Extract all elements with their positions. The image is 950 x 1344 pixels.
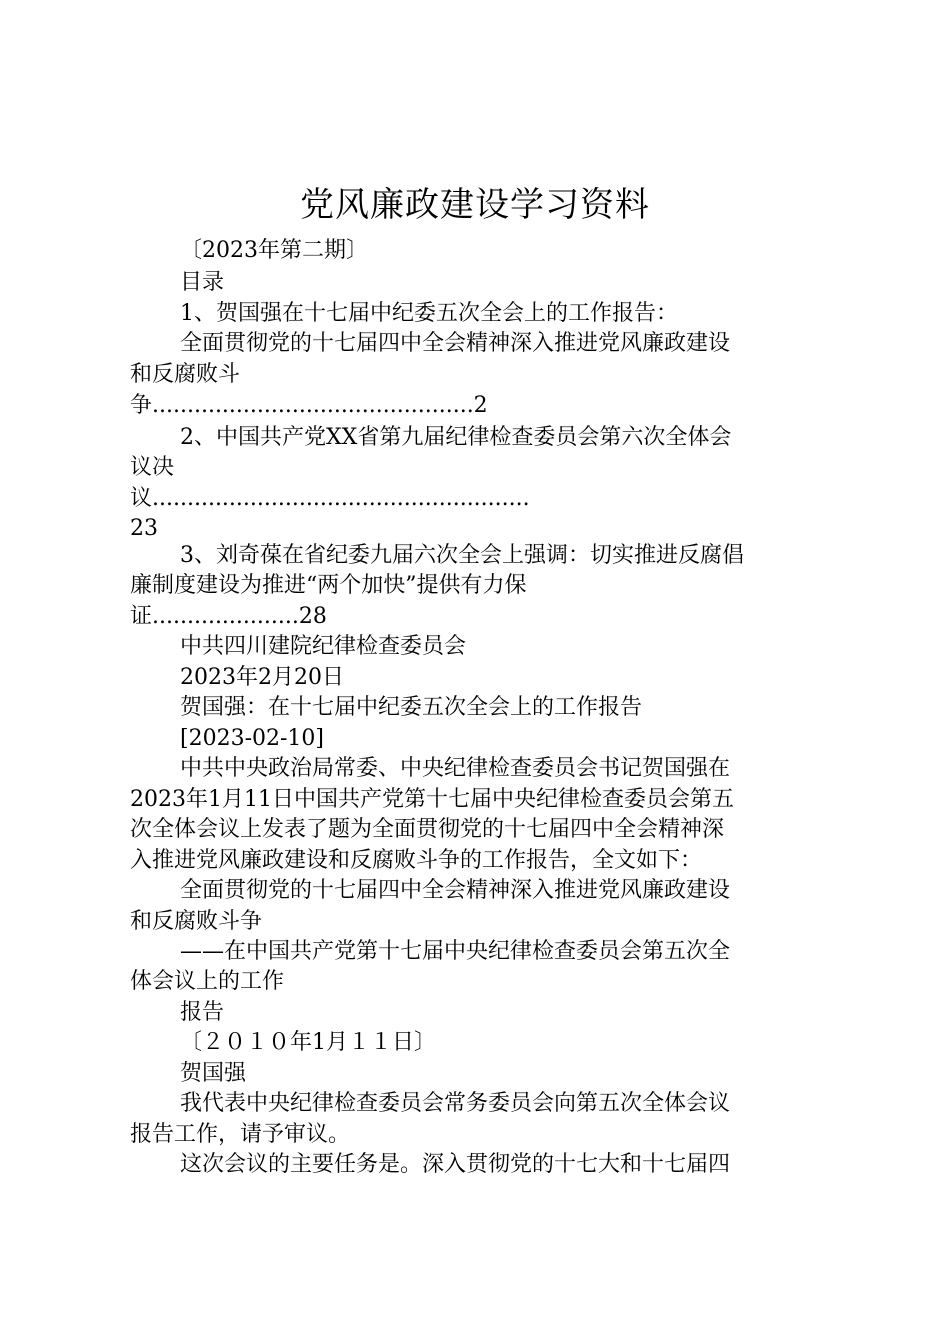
report-word: 报告 bbox=[180, 1000, 225, 1025]
document-title: 党风廉政建设学习资料 bbox=[300, 185, 650, 225]
toc-item-3-leader: 证.....................28 bbox=[130, 604, 327, 629]
intro-line: 中共中央政治局常委、中央纪律检查委员会书记贺国强在 bbox=[180, 756, 731, 781]
toc-item-2-leader: 议...................................................... bbox=[130, 486, 530, 511]
report-title-line: 全面贯彻党的十七届四中全会精神深入推进党风廉政建设 bbox=[180, 878, 731, 903]
toc-item-2: 2、中国共产党XX省第九届纪律检查委员会第六次全体会 bbox=[180, 425, 732, 450]
report-subtitle-line: 体会议上的工作 bbox=[130, 969, 285, 994]
body-line: 这次会议的主要任务是。深入贯彻党的十七大和十七届四 bbox=[180, 1152, 731, 1177]
intro-line: 2023年1月11日中国共产党第十七届中央纪律检查委员会第五 bbox=[130, 787, 734, 812]
toc-item-3-line: 廉制度建设为推进“两个加快”提供有力保 bbox=[130, 573, 527, 598]
article-heading: 贺国强：在十七届中纪委五次全会上的工作报告 bbox=[180, 695, 643, 720]
issuer: 中共四川建院纪律检查委员会 bbox=[180, 634, 467, 659]
body-line: 报告工作，请予审议。 bbox=[130, 1122, 351, 1147]
toc-item-1-line: 全面贯彻党的十七届四中全会精神深入推进党风廉政建设 bbox=[180, 331, 731, 356]
report-subtitle-line: ——在中国共产党第十七届中央纪律检查委员会第五次全 bbox=[180, 939, 731, 964]
toc-item-1: 1、贺国强在十七届中纪委五次全会上的工作报告： bbox=[180, 301, 678, 326]
toc-item-1-leader: 争..............................................2 bbox=[130, 393, 488, 418]
toc-item-2-page: 23 bbox=[130, 516, 158, 541]
report-date: 〔２０１０年1月１１日〕 bbox=[180, 1030, 436, 1055]
toc-item-2-line: 议决 bbox=[130, 455, 175, 480]
toc-item-3: 3、刘奇葆在省纪委九届六次全会上强调：切实推进反腐倡 bbox=[180, 543, 744, 568]
author: 贺国强 bbox=[180, 1061, 247, 1086]
toc-heading: 目录 bbox=[180, 270, 225, 295]
toc-item-1-line: 和反腐败斗 bbox=[130, 362, 241, 387]
article-date: [2023-02-10] bbox=[180, 726, 325, 751]
intro-line: 入推进党风廉政建设和反腐败斗争的工作报告，全文如下： bbox=[130, 848, 703, 873]
issue-number: 〔2023年第二期〕 bbox=[180, 238, 368, 263]
issue-date: 2023年2月20日 bbox=[180, 665, 344, 690]
intro-line: 次全体会议上发表了题为全面贯彻党的十七届四中全会精神深 bbox=[130, 817, 725, 842]
report-title-line: 和反腐败斗争 bbox=[130, 909, 263, 934]
body-line: 我代表中央纪律检查委员会常务委员会向第五次全体会议 bbox=[180, 1091, 731, 1116]
